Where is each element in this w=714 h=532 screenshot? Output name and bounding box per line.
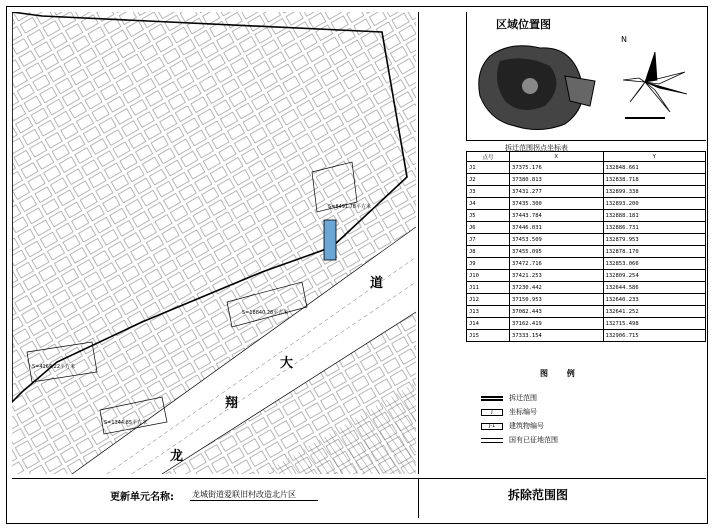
table-row (467, 294, 706, 306)
x-coord-cell: 37435.300 (510, 198, 604, 210)
y-coord-cell: 132853.066 (603, 258, 705, 270)
location-map-graphic (470, 36, 600, 136)
road-name-char-4: 龙 (170, 449, 184, 464)
x-coord-cell: 37472.716 (510, 258, 604, 270)
y-coord-cell: 132640.233 (603, 294, 705, 306)
x-coord-cell: 37230.442 (510, 282, 604, 294)
coordinate-table (466, 151, 706, 342)
north-arrow-rose (615, 32, 695, 122)
table-row (467, 174, 706, 186)
y-coord-cell: 132878.170 (603, 246, 705, 258)
point-id-cell: J13 (467, 306, 510, 318)
point-id-cell: J8 (467, 246, 510, 258)
y-coord-cell: 132848.661 (603, 162, 705, 174)
y-coord-cell: 132886.731 (603, 222, 705, 234)
table-row (467, 330, 706, 342)
legend-item (481, 435, 558, 445)
point-id-cell: J15 (467, 330, 510, 342)
legend-item (481, 393, 537, 403)
legend-label: 国有已征地范围 (509, 436, 558, 444)
y-coord-cell: 132906.715 (603, 330, 705, 342)
coord-table-title: 拆迁范围拐点坐标表 (505, 144, 568, 152)
x-coord-cell: 37446.031 (510, 222, 604, 234)
x-coord-cell: 37443.784 (510, 210, 604, 222)
unit-name-label: 更新单元名称: (110, 492, 174, 503)
parcel-label-1: S=8491.78平方米 (328, 204, 372, 210)
unit-name-value: 龙城街道爱联旧村改造北片区 (192, 490, 296, 499)
legend-label: 坐标编号 (509, 408, 537, 416)
y-coord-cell: 132893.200 (603, 198, 705, 210)
x-coord-cell: 37082.443 (510, 306, 604, 318)
x-coord-cell: 37431.277 (510, 186, 604, 198)
map-svg (12, 12, 416, 474)
x-coord-cell: 37380.813 (510, 174, 604, 186)
point-id-cell: J6 (467, 222, 510, 234)
building-symbol: J-1 (481, 423, 503, 430)
table-row (467, 318, 706, 330)
y-coord-cell: 132715.498 (603, 318, 705, 330)
road-name-char-2: 大 (280, 356, 294, 371)
point-id-cell: J14 (467, 318, 510, 330)
col-header-y: Y (603, 152, 705, 162)
point-id-cell: J9 (467, 258, 510, 270)
point-id-cell: J4 (467, 198, 510, 210)
point-id-cell: J1 (467, 162, 510, 174)
x-coord-cell: 37421.253 (510, 270, 604, 282)
table-row (467, 198, 706, 210)
x-coord-cell: 37162.419 (510, 318, 604, 330)
location-map-title: 区域位置图 (496, 18, 551, 31)
x-coord-cell: 37333.154 (510, 330, 604, 342)
road-name-char-3: 翔 (225, 396, 239, 411)
legend-title: 图 例 (540, 369, 583, 378)
col-header-point: 点号 (467, 152, 510, 162)
y-coord-cell: 132888.181 (603, 210, 705, 222)
table-row (467, 258, 706, 270)
title-block-divider (418, 478, 419, 518)
state-land-swatch (481, 438, 503, 443)
point-id-cell: J10 (467, 270, 510, 282)
y-coord-cell: 132809.254 (603, 270, 705, 282)
boundary-swatch (481, 396, 503, 401)
road-name-char-1: 道 (370, 276, 384, 291)
legend-item (481, 421, 544, 431)
legend-item (481, 407, 537, 417)
table-row (467, 306, 706, 318)
x-coord-cell: 37150.953 (510, 294, 604, 306)
coord-symbol: J (481, 409, 503, 416)
legend-label: 拆迁范围 (509, 394, 537, 402)
table-row (467, 234, 706, 246)
x-coord-cell: 37375.176 (510, 162, 604, 174)
parcel-label-4: S=1344.85平方米 (104, 420, 148, 426)
table-row (467, 246, 706, 258)
table-row (467, 282, 706, 294)
x-coord-cell: 37455.095 (510, 246, 604, 258)
table-row (467, 162, 706, 174)
point-id-cell: J2 (467, 174, 510, 186)
parcel-label-2: S=18840.28平方米 (242, 310, 289, 316)
svg-text:N: N (621, 35, 627, 44)
site-map (12, 12, 416, 474)
y-coord-cell: 132838.718 (603, 174, 705, 186)
y-coord-cell: 132879.953 (603, 234, 705, 246)
table-header-row (467, 152, 706, 162)
y-coord-cell: 132899.338 (603, 186, 705, 198)
point-id-cell: J11 (467, 282, 510, 294)
highlight-parcel (324, 220, 336, 260)
y-coord-cell: 132644.586 (603, 282, 705, 294)
parcel-label-3: S=4169.22平方米 (32, 364, 76, 370)
point-id-cell: J3 (467, 186, 510, 198)
y-coord-cell: 132641.252 (603, 306, 705, 318)
drawing-title: 拆除范围图 (508, 488, 569, 502)
point-id-cell: J5 (467, 210, 510, 222)
table-row (467, 210, 706, 222)
table-row (467, 270, 706, 282)
x-coord-cell: 37453.509 (510, 234, 604, 246)
table-row (467, 222, 706, 234)
point-id-cell: J7 (467, 234, 510, 246)
unit-underline (190, 500, 318, 501)
table-row (467, 186, 706, 198)
col-header-x: X (510, 152, 604, 162)
point-id-cell: J12 (467, 294, 510, 306)
legend-label: 建筑物编号 (509, 422, 544, 430)
